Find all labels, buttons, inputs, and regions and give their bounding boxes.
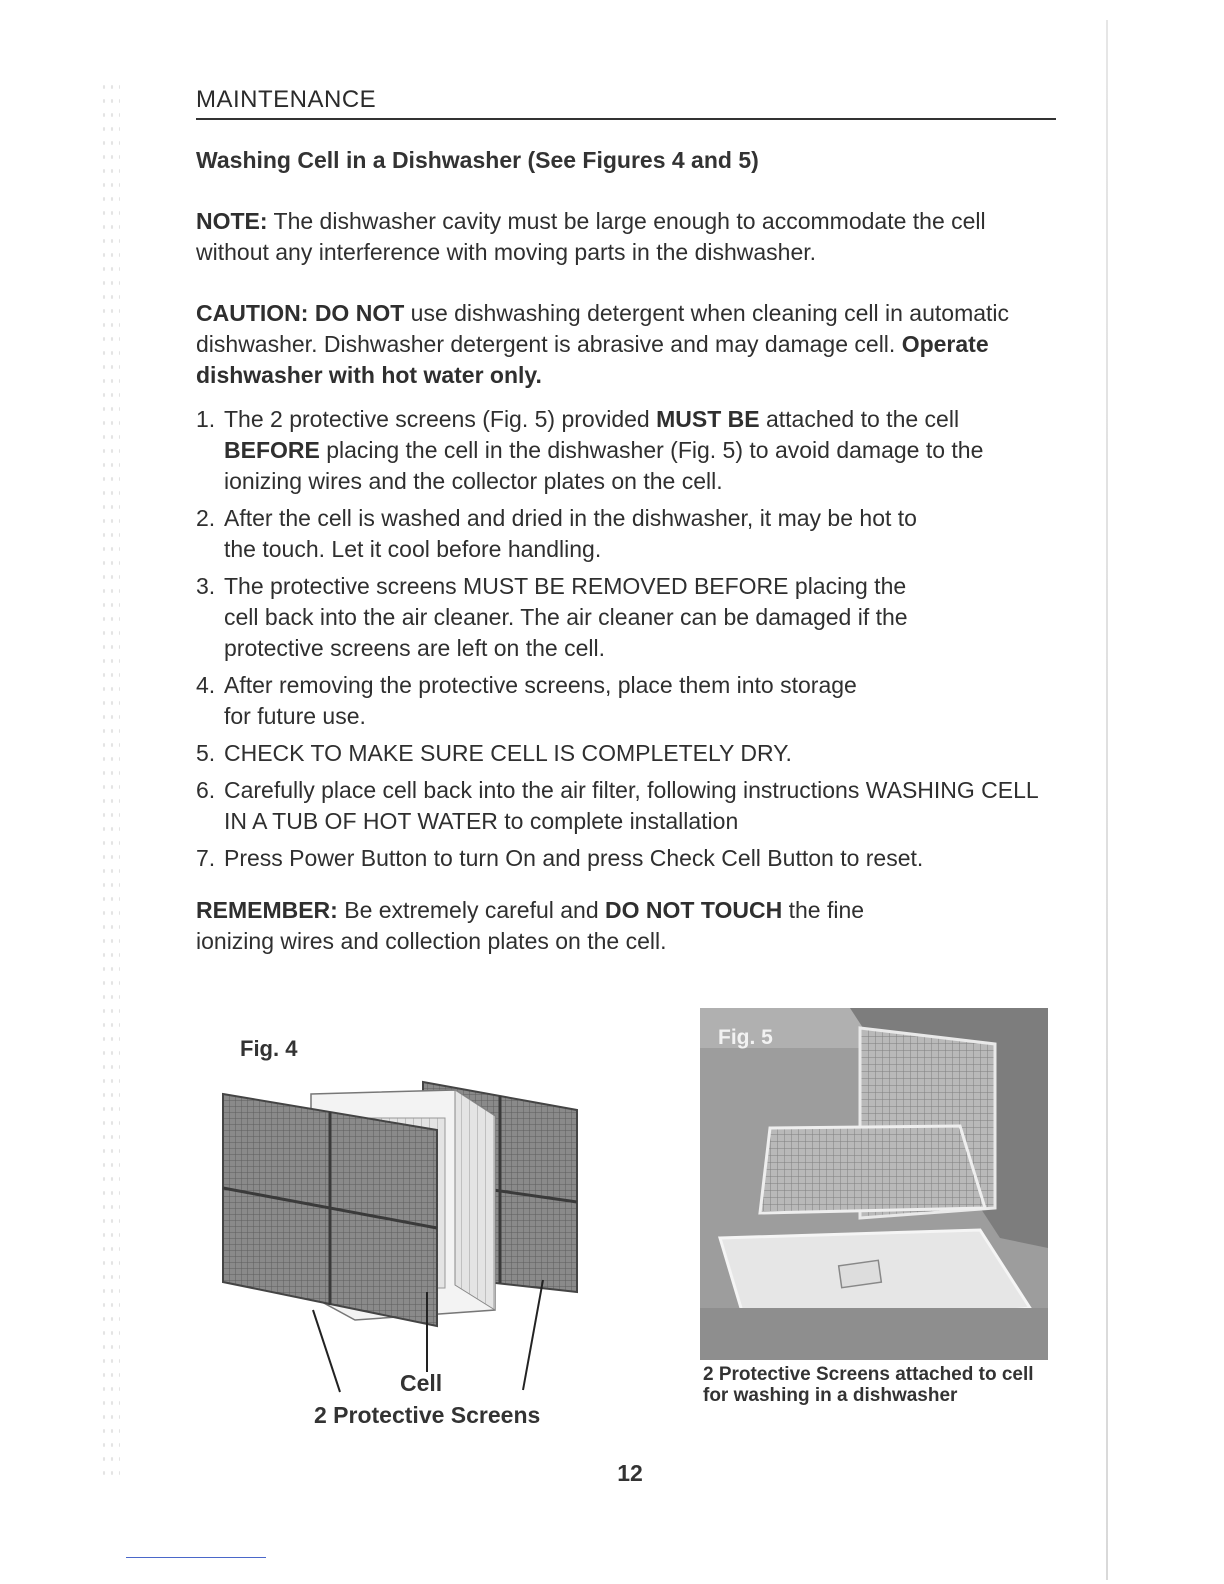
fig4-cell-label: Cell xyxy=(400,1370,443,1396)
step-text: attached to the cell xyxy=(759,406,960,432)
leader-line xyxy=(523,1280,543,1390)
step-number: 2. xyxy=(196,505,216,531)
fig5-photo xyxy=(700,1008,1048,1360)
step-emphasis: BEFORE xyxy=(224,437,320,463)
remember-text: Be extremely careful and xyxy=(337,897,606,923)
step-number: 1. xyxy=(196,406,216,432)
step-number: 4. xyxy=(196,672,216,698)
remember-text: the fine ionizing wires and collection plates on the cell. xyxy=(196,897,865,954)
step-text: Press Power Button to turn On and press Check Cell Button to reset. xyxy=(224,845,924,871)
note-text: The dishwasher cavity must be large enough to accommodate the cell without any interference with moving parts in the dishwasher. xyxy=(196,208,986,265)
leader-line xyxy=(313,1310,340,1392)
step-text: placing the cell in the dishwasher (Fig. 5) to avoid damage to the ionizing wires and the collector plates on the cell. xyxy=(224,437,984,494)
caution-paragraph xyxy=(196,298,1056,391)
step-text: The protective screens MUST BE REMOVED BEFORE placing the cell back into the air cleaner. The air cleaner can be damaged if the protective screens are left on the cell. xyxy=(224,573,908,661)
step-item xyxy=(196,404,1056,497)
step-item xyxy=(196,843,1056,874)
step-item xyxy=(196,738,1056,769)
caution-text: use dishwashing detergent when cleaning cell in automatic dishwasher. Dishwasher detergent is abrasive and may damage cell. xyxy=(196,300,1010,357)
step-item xyxy=(196,571,944,664)
caution-label: CAUTION: DO NOT xyxy=(196,300,405,326)
step-number: 3. xyxy=(196,573,216,599)
remember-paragraph xyxy=(196,895,896,957)
step-item xyxy=(196,503,924,565)
step-text: Carefully place cell back into the air filter, following instructions WASHING CELL IN A TUB OF HOT WATER to complete installation xyxy=(224,777,1038,834)
fig4-screens-label: 2 Protective Screens xyxy=(314,1402,541,1428)
note-label: NOTE: xyxy=(196,208,268,234)
step-item xyxy=(196,775,1044,837)
bottom-blue-line xyxy=(126,1557,266,1558)
remember-emphasis: DO NOT TOUCH xyxy=(605,897,783,923)
step-number: 6. xyxy=(196,777,216,803)
caution-bold-end: Operate dishwasher with hot water only. xyxy=(196,331,989,388)
front-protective-screen xyxy=(223,1094,437,1326)
step-text: After removing the protective screens, place them into storage for future use. xyxy=(224,672,857,729)
fig5-tag: Fig. 5 xyxy=(718,1026,773,1049)
fig4-illustration xyxy=(205,1070,605,1410)
scan-margin-speckles xyxy=(100,80,120,1480)
scan-right-edge xyxy=(1106,20,1108,1580)
fig5-caption: 2 Protective Screens attached to cell for washing in a dishwasher xyxy=(703,1364,1034,1406)
remember-label: REMEMBER: xyxy=(196,897,338,923)
steps-list xyxy=(196,404,1056,880)
subheading: Washing Cell in a Dishwasher (See Figures 4 and 5) xyxy=(196,147,759,173)
step-text: CHECK TO MAKE SURE CELL IS COMPLETELY DRY. xyxy=(224,740,792,766)
step-text: After the cell is washed and dried in the dishwasher, it may be hot to the touch. Let it cool before handling. xyxy=(224,505,917,562)
dishwasher-rack xyxy=(760,1126,985,1213)
step-number: 5. xyxy=(196,740,216,766)
note-paragraph xyxy=(196,206,1056,268)
step-text: The 2 protective screens (Fig. 5) provided xyxy=(224,406,657,432)
step-emphasis: MUST BE xyxy=(656,406,760,432)
step-number: 7. xyxy=(196,845,216,871)
step-item xyxy=(196,670,884,732)
page-number: 12 xyxy=(617,1460,643,1486)
fig4-label: Fig. 4 xyxy=(240,1036,298,1061)
header-rule xyxy=(196,118,1056,120)
section-title: MAINTENANCE xyxy=(196,86,377,113)
